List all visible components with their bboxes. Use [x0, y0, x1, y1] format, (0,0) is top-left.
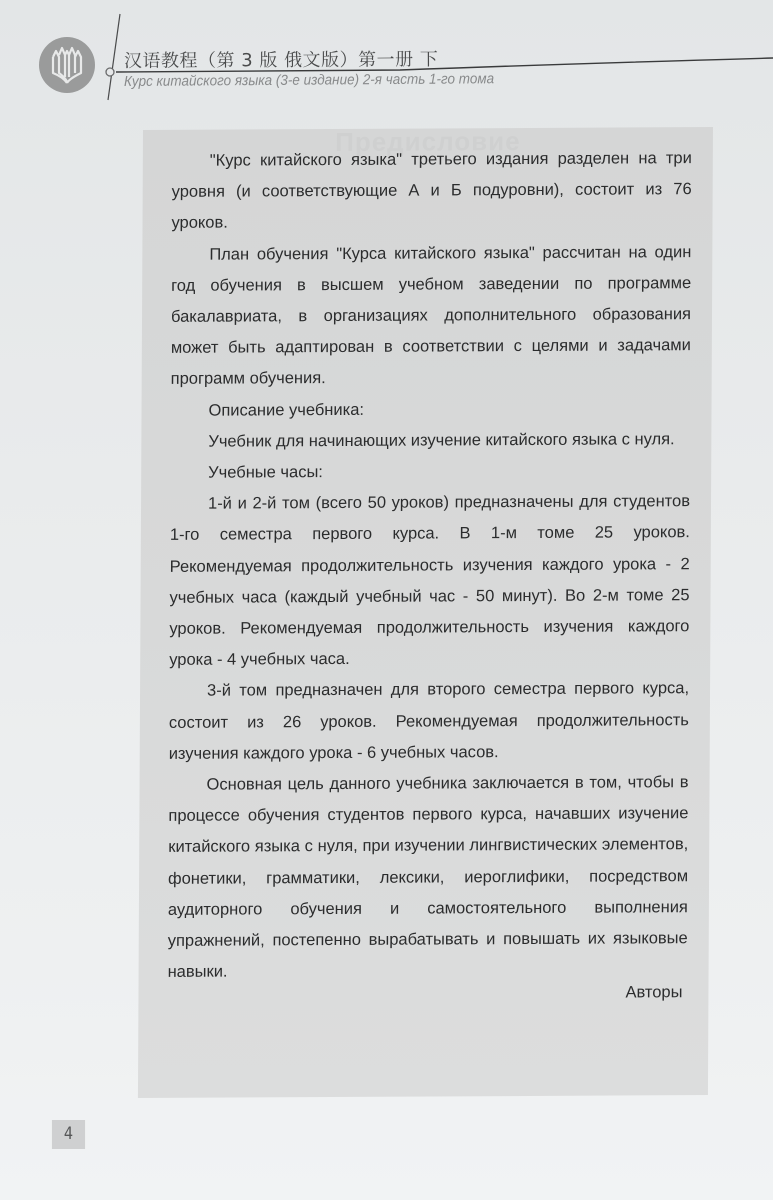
paragraph-study-plan: План обучения "Курса китайского языка" рассчитан на один год обучения в высшем учебном заведении по программе бакалавриата, в организациях дополнительного образования может быть адаптирован в соответствии с целями и задачами программ обучения. [170, 242, 692, 389]
authors-signature: Авторы [625, 983, 683, 1002]
page-number: 4 [52, 1120, 85, 1149]
paragraph-main-goal: Основная цель данного учебника заключается в том, чтобы в процессе обучения студентов первого курса, начавших изучение китайского языка с нуля, при изучении лингвистических элементов, фонетики, грамматики, лексики, иероглифики, посредством аудиторного обучения и самостоятельного выполнения упражнений, постепенно вырабатывать и повышать их языковые навыки. [167, 773, 689, 982]
paragraph-structure: "Курс китайского языка" третьего издания разделен на три уровня (и соответствующие А и Б подуровни), состоит из 76 уроков. [171, 149, 692, 233]
paragraph-volume-3: 3-й том предназначен для второго семестра первого курса, состоит из 26 уроков. Рекомендуемая продолжительность изучения каждого урока - 6 учебных часов. [168, 679, 690, 763]
paragraph-hours-label: Учебные часы: [208, 463, 323, 482]
publisher-logo [39, 37, 95, 93]
book-title-chinese: 汉语教程（第 3 版 俄文版）第一册 下 [123, 49, 439, 72]
paragraph-description-label: Описание учебника: [208, 400, 365, 420]
page-header [0, 0, 773, 120]
book-flame-logo-icon [39, 37, 95, 93]
preface-content-box [138, 127, 713, 1098]
preface-text [168, 143, 692, 988]
paragraph-volumes-1-2: 1-й и 2-й том (всего 50 уроков) предназначены для студентов 1-го семестра первого курса. В 1-м томе 25 уроков. Рекомендуемая продолжительность изучения каждого урока - 2 учебных часа (каждый учебный час - 50 минут). Во 2-м томе 25 уроков. Рекомендуемая продолжительность изучения каждого урока - 4 учебных часа. [169, 492, 691, 670]
bleed-through-heading: Предисловие [335, 126, 521, 157]
book-title-russian: Курс китайского языка (3-е издание) 2-я часть 1-го тома [123, 71, 495, 90]
paragraph-description: Учебник для начинающих изучение китайского языка с нуля. [208, 430, 675, 451]
